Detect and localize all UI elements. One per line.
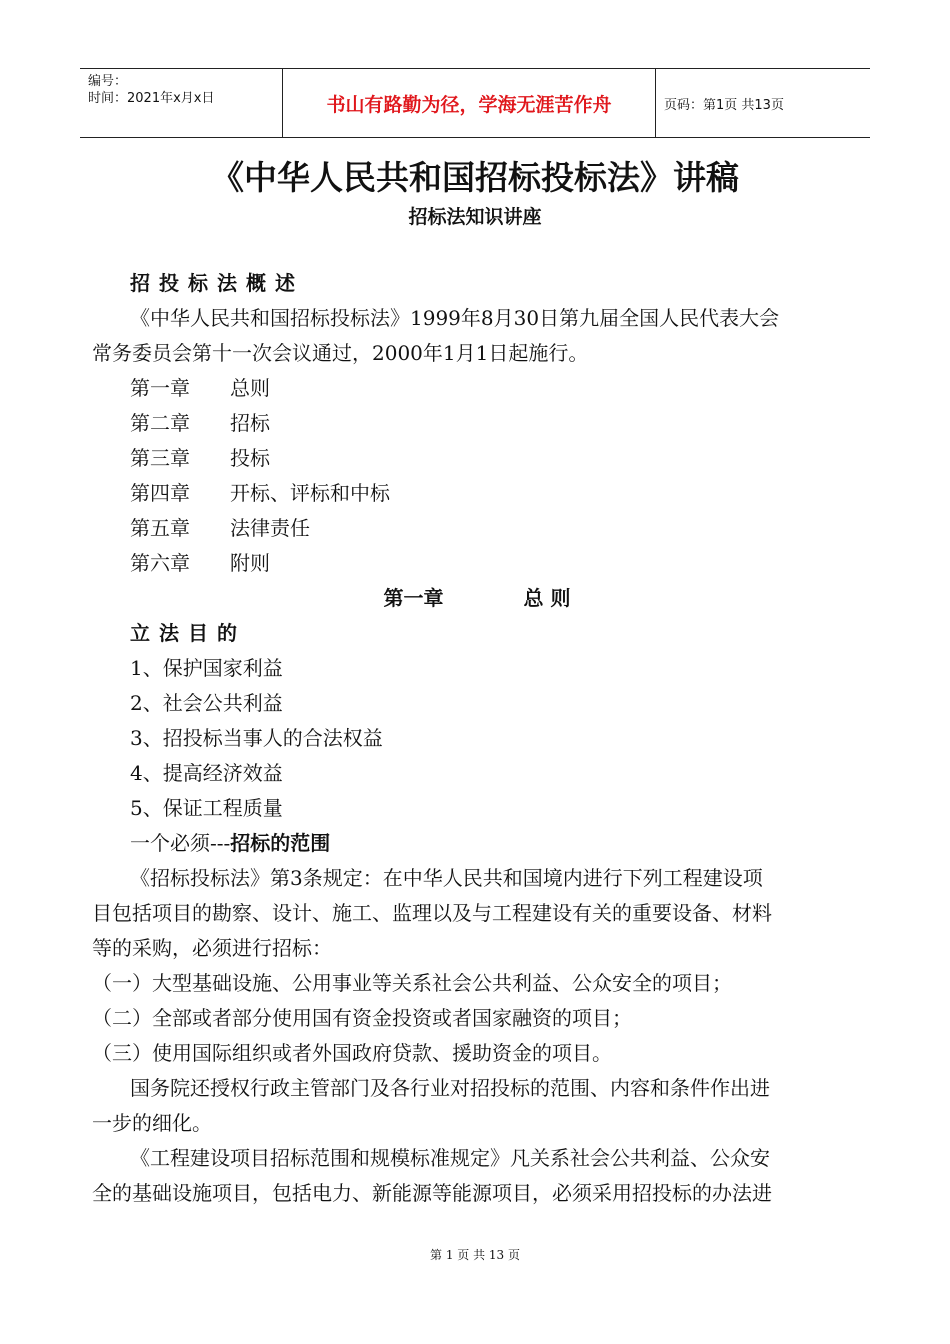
- page-header: [80, 68, 870, 138]
- document-title: 《中华人民共和国招标投标法》讲稿: [211, 158, 739, 197]
- intro-line-1: 《中华人民共和国招标投标法》1999年8月30日第九届全国人民代表大会: [130, 306, 780, 330]
- page-footer: 第 1 页 共 13 页: [430, 1248, 520, 1262]
- intro-line-2: 常务委员会第十一次会议通过，2000年1月1日起施行。: [92, 341, 589, 365]
- state-council-line-1: 国务院还授权行政主管部门及各行业对招投标的范围、内容和条件作出进: [130, 1076, 770, 1100]
- chapter-list-item: 第五章 法律责任: [130, 516, 310, 540]
- purpose-item: 2、社会公共利益: [130, 691, 283, 715]
- purpose-item: 5、保证工程质量: [130, 796, 283, 820]
- header-motto: 书山有路勤为径，学海无涯苦作舟: [282, 69, 656, 137]
- date-label: 时间：2021年x月x日: [88, 91, 215, 106]
- scope-heading: 一个必须---招标的范围: [130, 831, 331, 855]
- chapter-list-item: 第四章 开标、评标和中标: [130, 481, 390, 505]
- chapter-list-item: 第一章 总则: [130, 376, 270, 400]
- scope-item: （二）全部或者部分使用国有资金投资或者国家融资的项目；: [92, 1006, 632, 1030]
- document-body: [92, 266, 862, 1211]
- purpose-item: 1、保护国家利益: [130, 656, 283, 680]
- regulation-line-2: 全的基础设施项目，包括电力、新能源等能源项目，必须采用招投标的办法进: [92, 1181, 772, 1205]
- regulation-line-1: 《工程建设项目招标范围和规模标准规定》凡关系社会公共利益、公众安: [130, 1146, 770, 1170]
- chapter-list-item: 第六章 附则: [130, 551, 270, 575]
- chapter1-heading: 第一章 总 则: [383, 586, 571, 610]
- scope-item: （三）使用国际组织或者外国政府贷款、援助资金的项目。: [92, 1041, 612, 1065]
- number-label: 编号：: [88, 74, 128, 89]
- purpose-item: 3、招投标当事人的合法权益: [130, 726, 383, 750]
- header-meta: [80, 69, 282, 137]
- chapter-list-item: 第三章 投标: [130, 446, 270, 470]
- purpose-heading: 立法目的: [130, 621, 246, 645]
- header-page-info: 页码：第1页 共13页: [664, 97, 784, 113]
- overview-heading: 招投标法概述: [130, 271, 304, 295]
- chapter-list-item: 第二章 招标: [130, 411, 270, 435]
- article3-line-1: 《招标投标法》第3条规定：在中华人民共和国境内进行下列工程建设项: [130, 866, 763, 890]
- document-subtitle: 招标法知识讲座: [408, 206, 542, 228]
- purpose-item: 4、提高经济效益: [130, 761, 283, 785]
- article3-line-2: 目包括项目的勘察、设计、施工、监理以及与工程建设有关的重要设备、材料: [92, 901, 772, 925]
- state-council-line-2: 一步的细化。: [92, 1111, 212, 1135]
- scope-item: （一）大型基础设施、公用事业等关系社会公共利益、公众安全的项目；: [92, 971, 732, 995]
- article3-line-3: 等的采购，必须进行招标：: [92, 936, 332, 960]
